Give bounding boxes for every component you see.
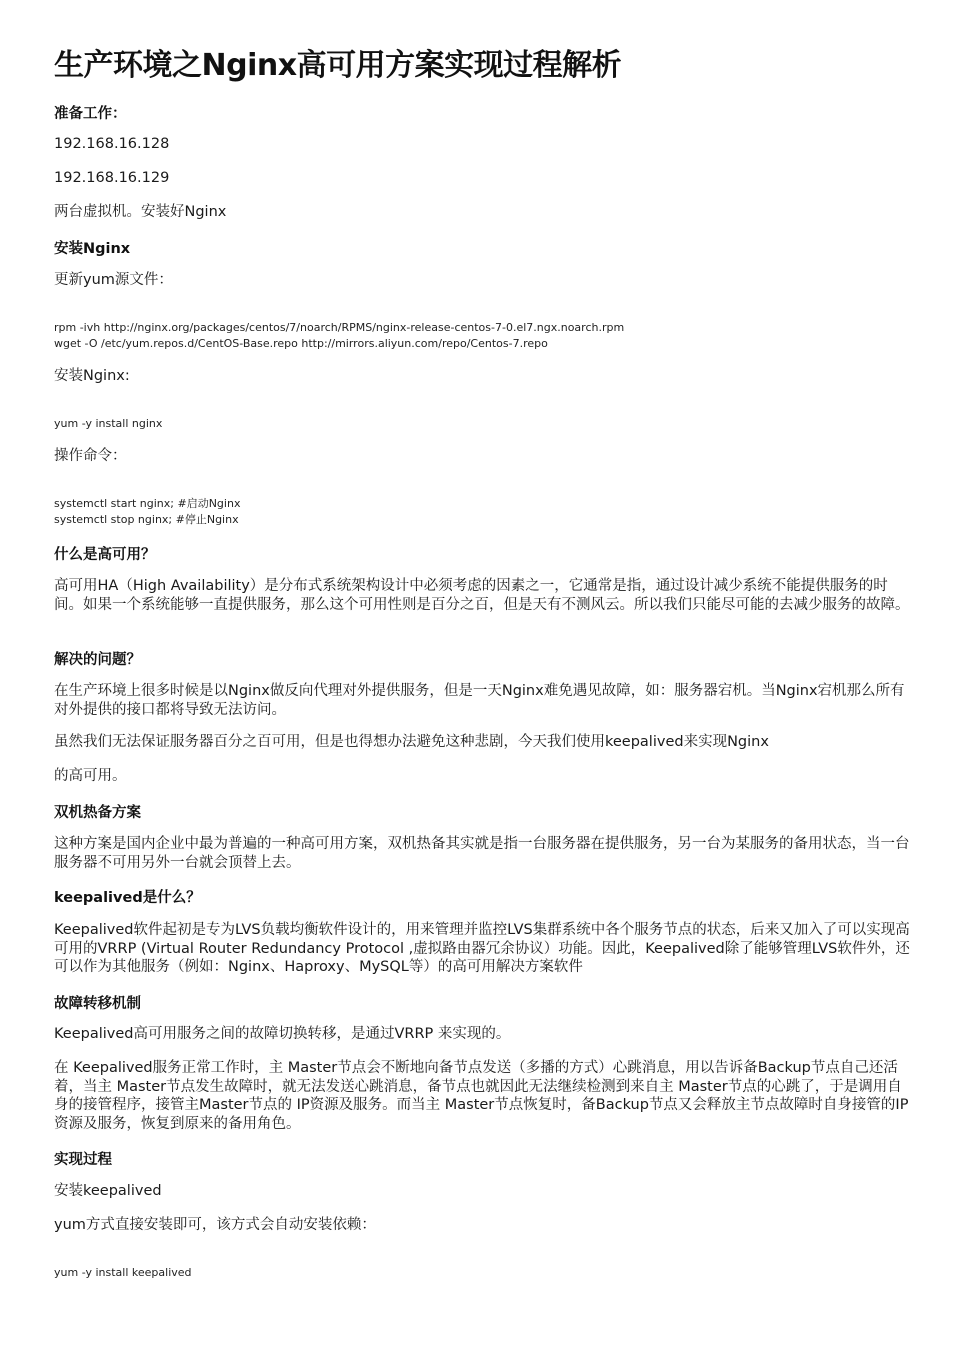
- heading-what-ha: 什么是高可用？: [54, 547, 156, 563]
- failover-p2: 在 Keepalived服务正常工作时，主 Master节点会不断地向备节点发送（多播的方式）心跳消息，用以告诉备Backup节点自己还活着，当主 Master节点发生故障时，就无法发送心跳消息，备节点也就因此无法继续检测到来自主 Master节点的心跳了，于是调用自身的接管程序，接管主Master节点的 IP资源及服务。而当主 Master节点恢复时，备Backup节点又会释放主节点故障时自身接管的IP资源及服务，恢复到原来的备用角色。: [54, 1060, 909, 1132]
- page-title: 生产环境之Nginx高可用方案实现过程解析: [54, 48, 622, 83]
- heading-implementation: 实现过程: [54, 1152, 112, 1168]
- heading-keepalived: keepalived是什么？: [54, 890, 201, 906]
- heading-prep: 准备工作：: [54, 106, 127, 122]
- prep-note: 两台虚拟机。安装好Nginx: [54, 204, 227, 220]
- implementation-p2: yum方式直接安装即可，该方式会自动安装依赖：: [54, 1217, 376, 1233]
- problem-p2: 虽然我们无法保证服务器百分之百可用，但是也得想办法避免这种悲剧，今天我们使用keepalived来实现Nginx: [54, 734, 769, 750]
- keepalived-body: Keepalived软件起初是专为LVS负载均衡软件设计的，用来管理并监控LVS集群系统中各个服务节点的状态，后来又加入了可以实现高可用的VRRP (Virtual Router Redundancy Protocol ,虚拟路由器冗余协议）功能。因此，Keepalived除了能够管理LVS软件外，还可以作为其他服务（例如：Nginx、Haproxy、MySQL等）的高可用解决方案软件: [54, 922, 910, 975]
- update-yum-code: rpm -ivh http://nginx.org/packages/centos/7/noarch/RPMS/nginx-release-centos-7-0.el7.ngx.noarch.rpm wget -O /etc/yum.repos.d/CentOS-Base.repo http://mirrors.aliyun.com/repo/Centos-7.repo: [54, 321, 625, 350]
- hot-standby-body: 这种方案是国内企业中最为普遍的一种高可用方案，双机热备其实就是指一台服务器在提供服务，另一台为某服务的备用状态，当一台服务器不可用另外一台就会顶替上去。: [54, 836, 910, 871]
- heading-hot-standby: 双机热备方案: [54, 805, 141, 821]
- heading-problem: 解决的问题？: [54, 652, 141, 668]
- install-nginx-code: yum -y install nginx: [54, 417, 163, 430]
- heading-failover: 故障转移机制: [54, 996, 141, 1012]
- ip-1: 192.168.16.128: [54, 136, 170, 152]
- install-nginx-label: 安装Nginx:: [54, 368, 130, 384]
- install-keepalived-code: yum -y install keepalived: [54, 1266, 192, 1279]
- heading-install-nginx: 安装Nginx: [54, 241, 131, 257]
- problem-p3: 的高可用。: [54, 768, 127, 784]
- update-yum-label: 更新yum源文件：: [54, 272, 173, 288]
- failover-p1: Keepalived高可用服务之间的故障切换转移，是通过VRRP 来实现的。: [54, 1026, 511, 1042]
- problem-p1: 在生产环境上很多时候是以Nginx做反向代理对外提供服务，但是一天Nginx难免遇见故障，如：服务器宕机。当Nginx宕机那么所有对外提供的接口都将导致无法访问。: [54, 683, 905, 718]
- ip-2: 192.168.16.129: [54, 170, 170, 186]
- ops-label: 操作命令：: [54, 448, 127, 464]
- ops-code: systemctl start nginx; #启动Nginx systemctl stop nginx; #停止Nginx: [54, 497, 241, 526]
- what-ha-body: 高可用HA（High Availability）是分布式系统架构设计中必须考虑的因素之一，它通常是指，通过设计减少系统不能提供服务的时间。如果一个系统能够一直提供服务，那么这个可用性则是百分之百，但是天有不测风云。所以我们只能尽可能的去减少服务的故障。: [54, 578, 910, 613]
- implementation-p1: 安装keepalived: [54, 1183, 162, 1199]
